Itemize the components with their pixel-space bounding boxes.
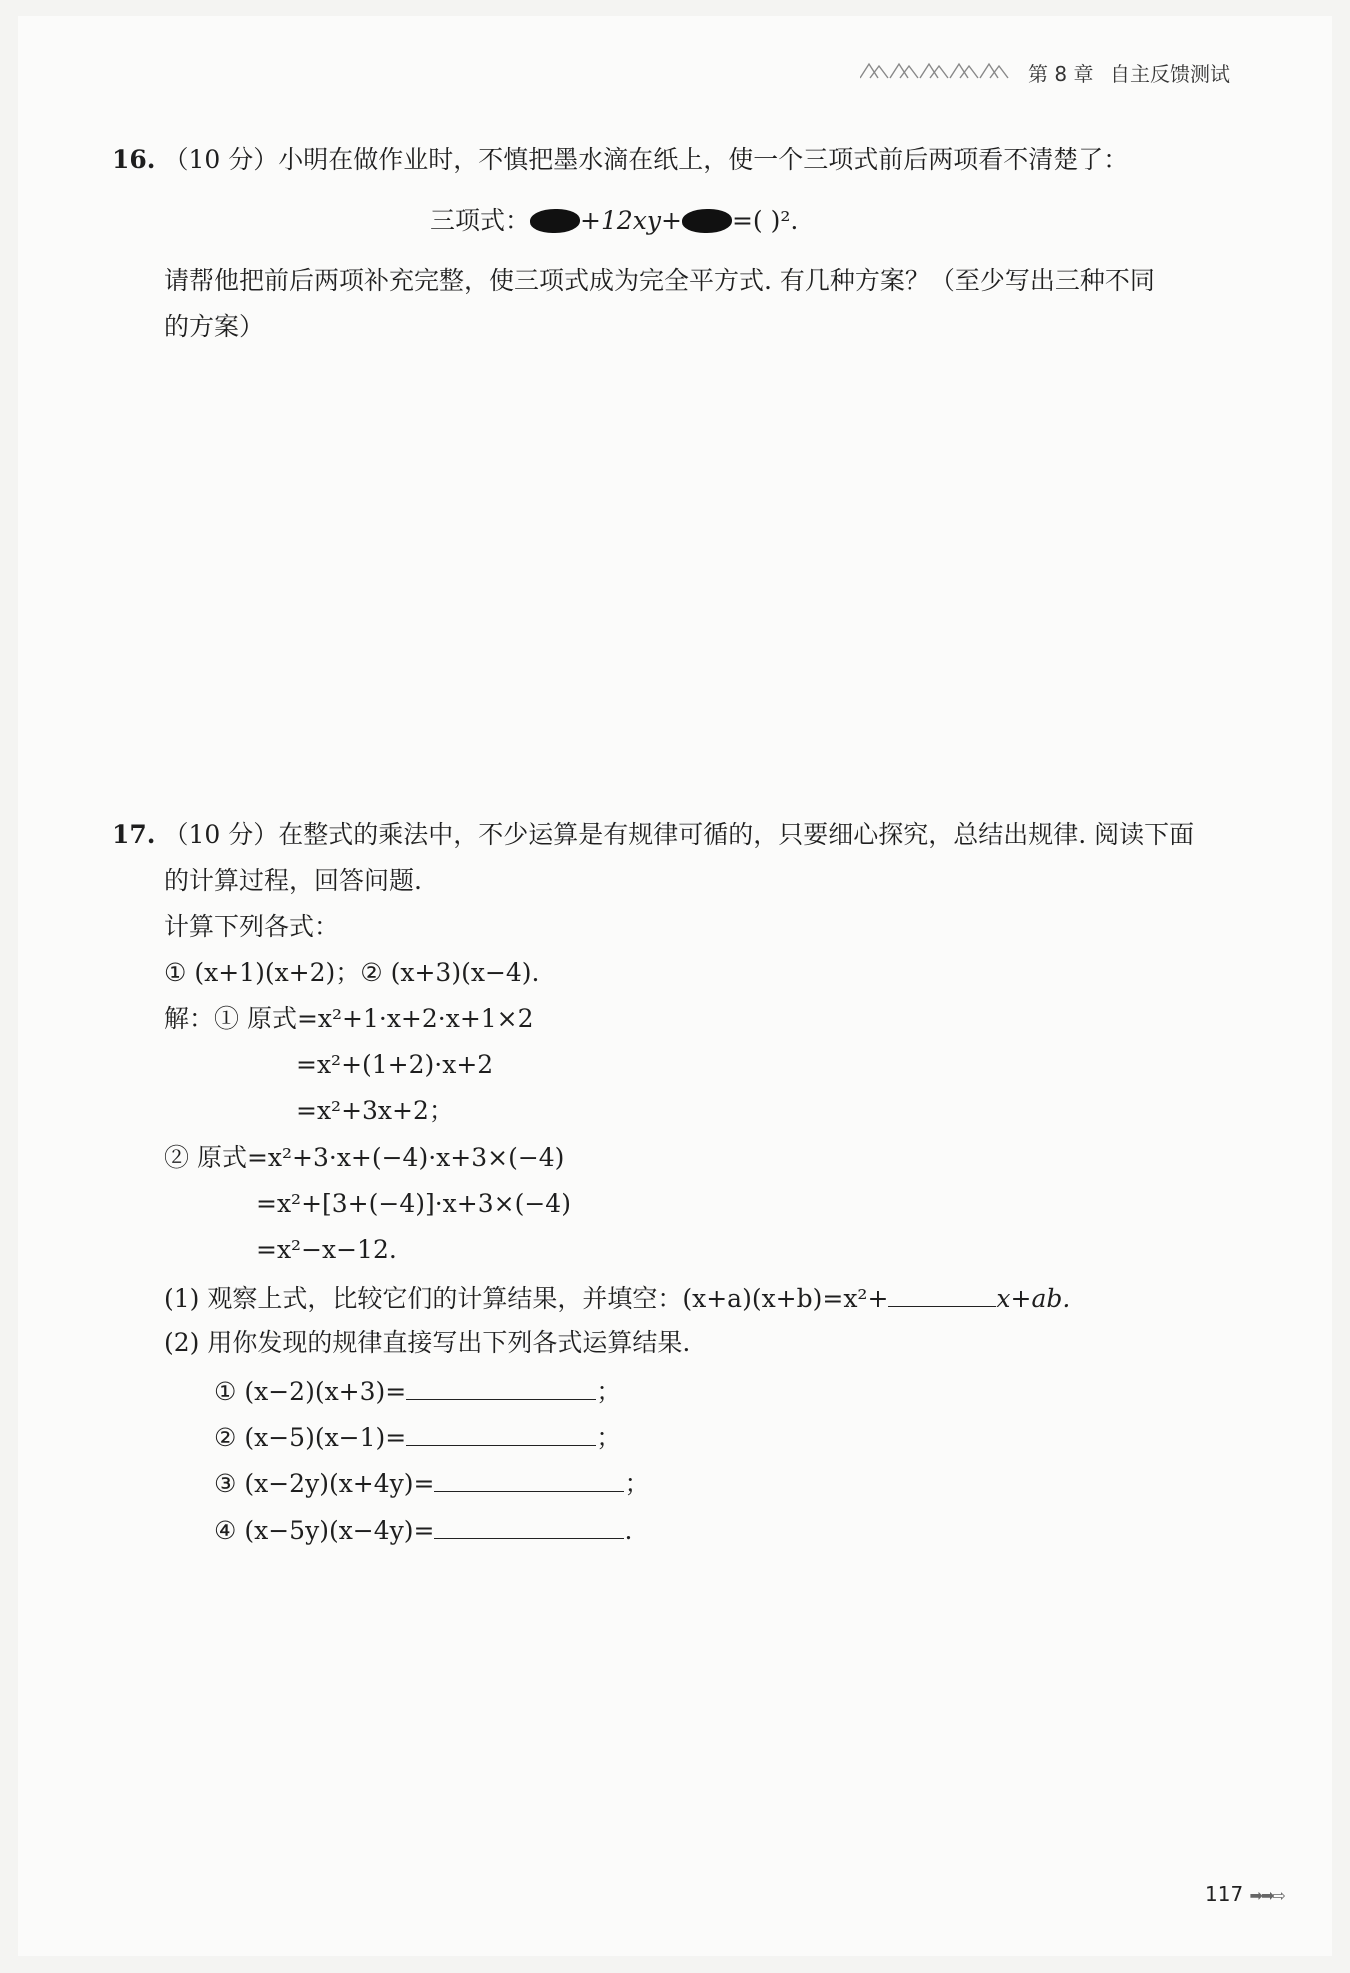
q17-sol2-a: ② 原式=x²+3·x+(−4)·x+3×(−4) <box>164 1143 565 1172</box>
q17-sub3-end: ； <box>624 1469 650 1498</box>
q17-line3: 计算下列各式： <box>164 912 340 941</box>
q17-sol1-a: 解：① 原式=x²+1·x+2·x+1×2 <box>164 1004 534 1033</box>
q17-part2: (2) 用你发现的规律直接写出下列各式运算结果. <box>164 1328 691 1357</box>
q17-sub1-end: ； <box>596 1377 622 1406</box>
q16-line3: 的方案） <box>164 312 265 341</box>
q17-sub3-expr: ③ (x−2y)(x+4y)= <box>214 1469 435 1498</box>
q17-sol1-b: =x²+(1+2)·x+2 <box>296 1050 494 1079</box>
section-title: 自主反馈测试 <box>1110 62 1230 86</box>
page-number: 117 <box>1205 1882 1244 1906</box>
answer-blank[interactable] <box>434 1512 624 1539</box>
q16-text1: （10 分）小明在做作业时，不慎把墨水滴在纸上，使一个三项式前后两项看不清楚了： <box>163 145 1129 174</box>
answer-blank[interactable] <box>406 1419 596 1446</box>
q17-sub1-expr: ① (x−2)(x+3)= <box>214 1377 407 1406</box>
q17-part1-suffix: x+ab. <box>996 1284 1071 1313</box>
q16-formula <box>430 204 798 238</box>
q16-formula-prefix: 三项式： <box>430 206 531 235</box>
q17-items: ① (x+1)(x+2)；② (x+3)(x−4). <box>164 958 540 987</box>
q16-formula-end: =( )². <box>731 206 799 235</box>
q16-formula-mid: +12xy+ <box>580 206 682 235</box>
q17-sub4-expr: ④ (x−5y)(x−4y)= <box>214 1516 435 1545</box>
ink-blot-icon <box>682 209 732 233</box>
q17-sol2-c: =x²−x−12. <box>256 1235 397 1264</box>
q17-sol2-b: =x²+[3+(−4)]·x+3×(−4) <box>256 1189 571 1218</box>
q17-number: 17. <box>112 820 156 849</box>
q17-line2: 的计算过程，回答问题. <box>164 866 422 895</box>
mountain-decoration-icon <box>860 60 1010 84</box>
q17-part1 <box>164 1280 1070 1316</box>
answer-blank[interactable] <box>888 1280 996 1307</box>
answer-blank[interactable] <box>406 1373 596 1400</box>
q16-line1 <box>112 143 1128 177</box>
q17-sub4 <box>214 1512 632 1548</box>
q17-sub2-expr: ② (x−5)(x−1)= <box>214 1423 407 1452</box>
page-footer <box>1205 1882 1284 1906</box>
answer-blank[interactable] <box>434 1465 624 1492</box>
q17-line1 <box>112 818 1194 852</box>
q17-sub3 <box>214 1465 650 1501</box>
q17-sub2-end: ； <box>596 1423 622 1452</box>
q17-sol1-c: =x²+3x+2； <box>296 1096 454 1125</box>
q17-part1-prefix: (1) 观察上式，比较它们的计算结果，并填空：(x+a)(x+b)=x²+ <box>164 1284 889 1313</box>
q17-sub2 <box>214 1419 621 1455</box>
page-header <box>860 56 1240 86</box>
q16-line2: 请帮他把前后两项补充完整，使三项式成为完全平方式. 有几种方案？（至少写出三种不同 <box>164 266 1155 295</box>
chapter-label: 第 8 章 <box>1028 62 1094 86</box>
q17-sub4-end: . <box>624 1516 633 1545</box>
q17-sub1 <box>214 1373 621 1409</box>
q16-number: 16. <box>112 145 156 174</box>
arrow-icon: ➡➡⇨ <box>1249 1886 1284 1905</box>
q17-text1: （10 分）在整式的乘法中，不少运算是有规律可循的，只要细心探究，总结出规律. 阅读下面 <box>163 820 1195 849</box>
ink-blot-icon <box>530 209 580 233</box>
